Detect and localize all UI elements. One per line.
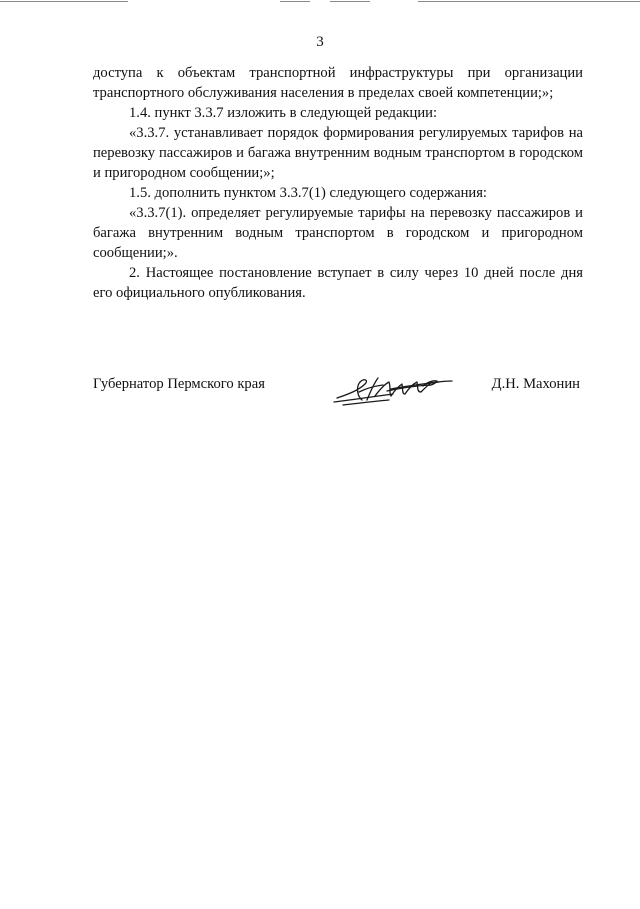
paragraph-item-1-5: 1.5. дополнить пунктом 3.3.7(1) следующего содержания: <box>129 185 487 201</box>
scan-edge-segment <box>0 1 128 2</box>
paragraph-item-1-4: 1.4. пункт 3.3.7 изложить в следующей редакции: <box>129 105 438 121</box>
signatory-name: Д.Н. Махонин <box>491 376 580 392</box>
document-body <box>93 63 583 303</box>
scan-edge-segment <box>280 1 310 2</box>
paragraph-item-2: 2. Настоящее постановление вступает в силу через 10 дней после дня его официального опубликования. <box>93 265 583 301</box>
scan-edge-segment <box>330 1 370 2</box>
signatory-title: Губернатор Пермского края <box>93 376 265 392</box>
scan-top-edge <box>0 0 640 4</box>
paragraph-quote-3-3-7: «3.3.7. устанавливает порядок формирования регулируемых тарифов на перевозку пассажиров и багажа внутренним водным транспортом в городском и пригородном сообщении;»; <box>93 125 583 181</box>
handwritten-signature <box>331 370 456 410</box>
paragraph-continuation: доступа к объектам транспортной инфраструктуры при организации транспортного обслуживания населения в пределах своей компетенции;»; <box>93 65 583 101</box>
paragraph-quote-3-3-7-1: «3.3.7(1). определяет регулируемые тарифы на перевозку пассажиров и багажа внутренним водным транспортом в городском и пригородном сообщении;». <box>93 205 583 261</box>
signature-block <box>93 370 583 420</box>
scan-edge-segment <box>418 1 640 2</box>
page-number: 3 <box>316 34 324 50</box>
